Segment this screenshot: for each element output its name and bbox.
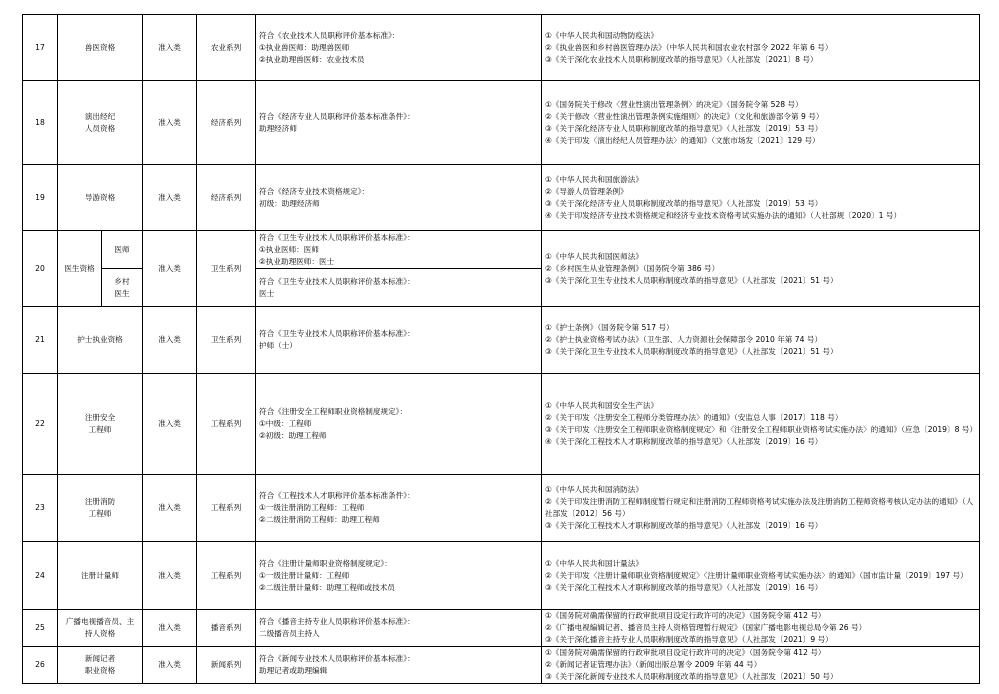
- cell-line: 经济系列: [210, 117, 242, 127]
- cell-line: 初级：助理经济师: [259, 198, 320, 208]
- cell-line: 17: [35, 42, 45, 52]
- cell-line: 助理记者或助理编辑: [259, 666, 328, 675]
- qualification-name: [58, 647, 143, 684]
- qualification-category: [143, 542, 197, 610]
- cell-line: ③《关于深化卫生专业技术人员职称制度改革的指导意见》（人社部发〔2021〕51 号）: [545, 347, 838, 356]
- title-standard: [256, 231, 542, 269]
- cell-line: 工程师: [88, 509, 112, 518]
- cell-line: 20: [35, 263, 45, 273]
- cell-line: 兽医资格: [84, 42, 116, 52]
- title-series: [197, 475, 256, 542]
- cell-line: 乡村: [114, 276, 130, 286]
- row-number: [23, 81, 58, 165]
- cell-line: 准入类: [158, 263, 181, 273]
- cell-line: 职业资格: [84, 666, 116, 675]
- sub-qualification: [102, 269, 143, 307]
- qualification-name: [58, 374, 143, 475]
- qualification-name: [58, 165, 143, 231]
- policy-basis: [542, 475, 980, 542]
- qualification-category: [143, 374, 197, 475]
- cell-line: ③《关于深化经济专业人员职称制度改革的指导意见》（人社部发〔2019〕53 号）: [545, 123, 823, 133]
- cell-line: 农业系列: [210, 42, 242, 52]
- row-number: [23, 165, 58, 231]
- cell-line: ③《关于深化新闻专业技术人员职称制度改革的指导意见》（人社部发〔2021〕50 号）: [545, 672, 838, 681]
- cell-line: ①《中华人民共和国旅游法》: [545, 174, 643, 184]
- cell-line: ①《中华人民共和国计量法》: [545, 558, 643, 568]
- cell-line: 新闻系列: [210, 660, 242, 669]
- title-standard: [256, 81, 542, 165]
- cell-line: ①《中华人民共和国安全生产法》: [545, 401, 659, 410]
- qualification-name: [58, 610, 143, 647]
- title-series: [197, 15, 256, 81]
- cell-line: 符合《注册计量师职业资格制度规定》：: [259, 558, 392, 568]
- title-series: [197, 374, 256, 475]
- table-row: [23, 231, 980, 269]
- cell-line: 卫生系列: [210, 335, 242, 344]
- cell-line: ②《乡村医生从业管理条例》（国务院令第 386 号）: [545, 263, 720, 273]
- qualification-name: [58, 307, 143, 374]
- cell-line: ②《广播电视编辑记者、播音员主持人资格管理暂行规定》（国家广播电影电视总局令第 26 号）: [545, 623, 867, 632]
- cell-line: ①《中华人民共和国动物防疫法》: [545, 30, 659, 40]
- cell-line: ③《关于深化农业技术人员职称制度改革的指导意见》（人社部发〔2021〕8 号）: [545, 54, 818, 64]
- policy-basis: [542, 647, 980, 684]
- cell-line: 医师: [114, 244, 130, 254]
- cell-line: 准入类: [158, 660, 181, 669]
- cell-line: 18: [35, 117, 45, 127]
- qualification-category: [143, 15, 197, 81]
- qualification-category: [143, 647, 197, 684]
- table-row: [23, 307, 980, 374]
- cell-line: ②《关于印发〈注册安全工程师分类管理办法〉的通知》（安监总人事〔2017〕118 号）: [545, 413, 843, 422]
- policy-basis: [542, 81, 980, 165]
- table-row: [23, 542, 980, 610]
- cell-line: 工程系列: [210, 419, 242, 428]
- title-standard: [256, 15, 542, 81]
- title-standard: [256, 269, 542, 307]
- cell-line: 符合《工程技术人才职称评价基本标准条件》：: [259, 491, 415, 500]
- cell-line: 准入类: [158, 192, 181, 202]
- qualification-category: [143, 231, 197, 307]
- cell-line: 注册消防: [84, 497, 116, 506]
- cell-line: ③《关于深化工程技术人才职称制度改革的指导意见》（人社部发〔2019〕16 号）: [545, 582, 823, 592]
- cell-line: ①《国务院关于修改〈营业性演出管理条例〉的决定》（国务院令第 528 号）: [545, 99, 803, 109]
- cell-line: ②二级注册计量师：助理工程师或技术员: [259, 582, 395, 592]
- table-row: [23, 610, 980, 647]
- cell-line: 医生: [114, 288, 130, 298]
- cell-line: 21: [35, 335, 45, 344]
- table-row: [23, 165, 980, 231]
- cell-line: ③《关于深化经济专业人员职称制度改革的指导意见》（人社部发〔2019〕53 号）: [545, 198, 823, 208]
- policy-basis: [542, 307, 980, 374]
- table-row: [23, 475, 980, 542]
- cell-line: ②《新闻记者证管理办法》（新闻出版总署令 2009 年第 44 号）: [545, 660, 762, 669]
- cell-line: 工程系列: [210, 570, 242, 580]
- cell-line: 符合《农业技术人员职称评价基本标准》：: [259, 30, 400, 40]
- title-series: [197, 81, 256, 165]
- qualification-name: [58, 475, 143, 542]
- cell-line: ④《关于印发〈演出经纪人员管理办法〉的通知》（文旅市场发〔2021〕129 号）: [545, 135, 820, 145]
- title-standard: [256, 610, 542, 647]
- cell-line: 19: [35, 192, 45, 202]
- title-series: [197, 610, 256, 647]
- cell-line: ②《导游人员管理条例》: [545, 186, 628, 196]
- cell-line: ①《中华人民共和国消防法》: [545, 485, 643, 494]
- cell-line: 准入类: [158, 335, 181, 344]
- cell-line: 注册安全: [84, 413, 116, 422]
- cell-line: 符合《播音主持专业人员职称评价基本标准》：: [259, 617, 415, 626]
- qualification-name: [58, 231, 102, 307]
- cell-line: 卫生系列: [210, 263, 242, 273]
- row-number: [23, 475, 58, 542]
- cell-line: 22: [35, 419, 45, 428]
- cell-line: 23: [35, 503, 45, 512]
- cell-line: 工程系列: [210, 503, 242, 512]
- title-standard: [256, 374, 542, 475]
- cell-line: ③《关于印发〈注册安全工程师职业资格制度规定〉和〈注册安全工程师职业资格考试实施办法〉的通知》（应急〔2019〕8 号）: [545, 425, 978, 434]
- cell-line: 准入类: [158, 623, 181, 632]
- title-series: [197, 542, 256, 610]
- qualification-name: [58, 15, 143, 81]
- row-number: [23, 542, 58, 610]
- qualification-name: [58, 542, 143, 610]
- row-number: [23, 610, 58, 647]
- cell-line: ②执业助理医师：医士: [259, 256, 335, 266]
- cell-line: 符合《卫生专业技术人员职称评价基本标准》：: [259, 276, 415, 286]
- cell-line: 经济系列: [210, 192, 242, 202]
- cell-line: 26: [35, 660, 45, 669]
- cell-line: 广播电视播音员、主: [65, 617, 135, 626]
- cell-line: ②《关于印发〈注册计量师职业资格制度规定〉〈注册计量师职业资格考试实施办法〉的通知》（国市监计量〔2019〕197 号）: [545, 570, 968, 580]
- cell-line: 符合《经济专业人员职称评价基本标准条件》：: [259, 111, 415, 121]
- cell-line: 符合《新闻专业技术人员职称评价基本标准》：: [259, 654, 415, 663]
- cell-line: ①一级注册计量师：工程师: [259, 570, 350, 580]
- title-standard: [256, 542, 542, 610]
- row-number: [23, 374, 58, 475]
- cell-line: 持人资格: [84, 629, 116, 638]
- title-standard: [256, 647, 542, 684]
- policy-basis: [542, 610, 980, 647]
- cell-line: 护师（士）: [259, 341, 297, 350]
- cell-line: 24: [35, 570, 45, 580]
- cell-line: ④《关于深化工程技术人才职称制度改革的指导意见》（人社部发〔2019〕16 号）: [545, 437, 823, 446]
- qualification-table: [22, 14, 980, 684]
- cell-line: ①《国务院对确需保留的行政审批项目设定行政许可的决定》（国务院令第 412 号）: [545, 611, 826, 620]
- policy-basis: [542, 165, 980, 231]
- qualification-category: [143, 165, 197, 231]
- cell-line: ②二级注册消防工程师：助理工程师: [259, 515, 380, 524]
- cell-line: ①《中华人民共和国医师法》: [545, 251, 643, 261]
- qualification-category: [143, 610, 197, 647]
- row-number: [23, 231, 58, 307]
- qualification-name: [58, 81, 143, 165]
- cell-line: ④《关于印发经济专业技术资格规定和经济专业技术资格考试实施办法的通知》（人社部规〔2020〕1 号）: [545, 210, 902, 220]
- title-series: [197, 165, 256, 231]
- cell-line: 人员资格: [84, 123, 116, 133]
- cell-line: ②初级：助理工程师: [259, 431, 327, 440]
- cell-line: ②执业助理兽医师：农业技术员: [259, 54, 365, 64]
- qualification-category: [143, 475, 197, 542]
- cell-line: 准入类: [158, 570, 181, 580]
- cell-line: 符合《经济专业技术资格规定》：: [259, 186, 370, 196]
- cell-line: ①《护士条例》（国务院令第 517 号）: [545, 323, 674, 332]
- cell-line: 符合《卫生专业技术人员职称评价基本标准》：: [259, 232, 415, 242]
- cell-line: 符合《注册安全工程师职业资格制度规定》：: [259, 407, 408, 416]
- cell-line: ①执业兽医师：助理兽医师: [259, 42, 350, 52]
- cell-line: ①执业医师：医师: [259, 244, 319, 254]
- cell-line: 助理经济师: [259, 123, 297, 133]
- row-number: [23, 647, 58, 684]
- cell-line: ②《执业兽医和乡村兽医管理办法》（中华人民共和国农业农村部令 2022 年第 6 号）: [545, 42, 833, 52]
- title-standard: [256, 165, 542, 231]
- row-number: [23, 15, 58, 81]
- cell-line: 注册计量师: [81, 570, 119, 580]
- cell-line: 准入类: [158, 117, 181, 127]
- policy-basis: [542, 15, 980, 81]
- cell-line: 护士执业资格: [77, 335, 123, 344]
- row-number: [23, 307, 58, 374]
- cell-line: 准入类: [158, 42, 181, 52]
- cell-line: ③《关于深化工程技术人才职称制度改革的指导意见》（人社部发〔2019〕16 号）: [545, 521, 823, 530]
- title-series: [197, 231, 256, 307]
- table-row: [23, 81, 980, 165]
- cell-line: 医生资格: [64, 263, 95, 273]
- title-series: [197, 647, 256, 684]
- cell-line: 播音系列: [210, 623, 242, 632]
- cell-line: 新闻记者: [84, 654, 116, 663]
- cell-line: 演出经纪: [84, 111, 116, 121]
- cell-line: 准入类: [158, 503, 181, 512]
- cell-line: 二级播音员主持人: [259, 629, 320, 638]
- policy-basis: [542, 374, 980, 475]
- table-row: [23, 647, 980, 684]
- policy-basis: [542, 542, 980, 610]
- qualification-category: [143, 81, 197, 165]
- title-standard: [256, 475, 542, 542]
- cell-line: ③《关于深化播音主持专业人员职称制度改革的指导意见》（人社部发〔2021〕9 号）: [545, 635, 833, 644]
- title-series: [197, 307, 256, 374]
- cell-line: ①一级注册消防工程师：工程师: [259, 503, 365, 512]
- cell-line: ①《国务院对确需保留的行政审批项目设定行政许可的决定》（国务院令第 412 号）: [545, 648, 826, 657]
- cell-line: 医士: [259, 288, 275, 298]
- table-row: [23, 15, 980, 81]
- cell-line: ②《护士执业资格考试办法》（卫生部、人力资源社会保障部令 2010 年第 74 号）: [545, 335, 823, 344]
- table-row: [23, 374, 980, 475]
- qualification-category: [143, 307, 197, 374]
- title-standard: [256, 307, 542, 374]
- cell-line: ②《关于印发注册消防工程师制度暂行规定和注册消防工程师资格考试实施办法及注册消防工程师资格考核认定办法的通知》（人社部发〔2012〕56 号）: [545, 497, 974, 518]
- cell-line: 25: [35, 623, 45, 632]
- cell-line: ①中级：工程师: [259, 419, 312, 428]
- table-body: [23, 15, 980, 684]
- cell-line: 工程师: [88, 425, 112, 434]
- cell-line: ③《关于深化卫生专业技术人员职称制度改革的指导意见》（人社部发〔2021〕51 号）: [545, 275, 838, 285]
- cell-line: 导游资格: [84, 192, 116, 202]
- cell-line: ②《关于修改〈营业性演出管理条例实施细则〉的决定》（文化和旅游部令第 9 号）: [545, 111, 824, 121]
- cell-line: 准入类: [158, 419, 181, 428]
- policy-basis: [542, 231, 980, 307]
- cell-line: 符合《卫生专业技术人员职称评价基本标准》：: [259, 329, 415, 338]
- sub-qualification: [102, 231, 143, 269]
